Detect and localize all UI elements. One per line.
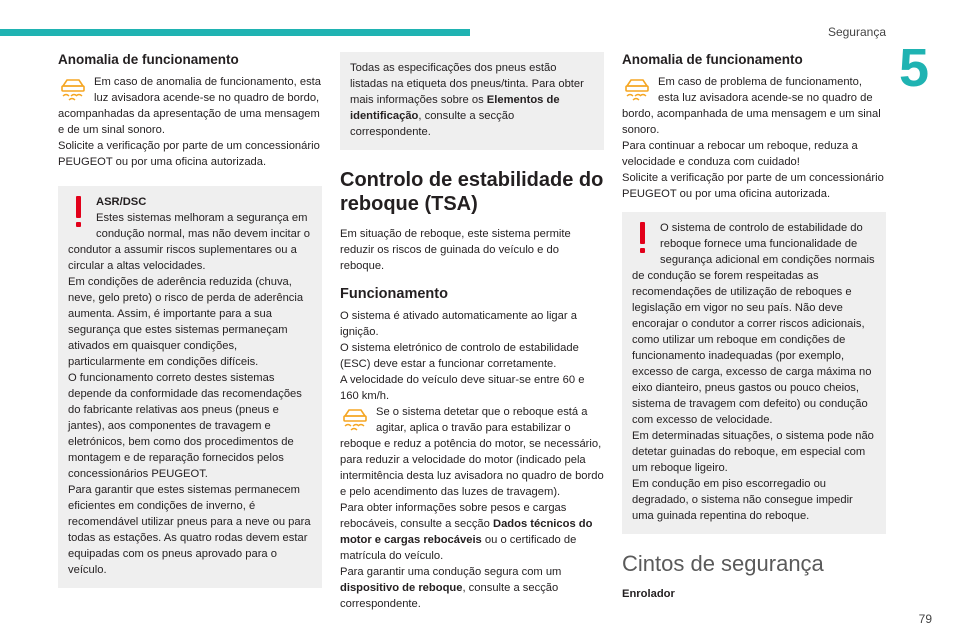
technical-data-link-text: Dados técnicos do motor e cargas rebocáveis: [340, 518, 593, 546]
box-paragraph: O funcionamento correto destes sistemas depende da conformidade das recomendações do fabricante relativas aos pneus (pneus e jantes), aos componentes de travagem e eletrónicos, bem como dos procedimentos de montagem e de reparação fornecidos pelos concessionários PEUGEOT.: [68, 372, 302, 480]
text-run: , consulte a secção correspondente.: [340, 582, 559, 610]
chapter-number: 5: [899, 38, 930, 98]
box-paragraph: Para garantir que estes sistemas permanecem eficientes em condições de inverno, é recomendável utilizar pneus para a neve ou para todas as estações. As quatro rodas devem estar equipadas com os pneus aprovado para o veículo.: [68, 484, 311, 576]
towing-device-link-text: dispositivo de reboque: [340, 582, 463, 594]
box-paragraph: Em condições de aderência reduzida (chuva, neve, gelo preto) o risco de perda de aderência aumenta. Assim, é importante para a sua segurança que estes sistemas permaneçam ativados em quaisquer condições, particularmente em condições difíceis.: [68, 276, 304, 368]
reel-subheading: Enrolador: [622, 588, 675, 600]
seat-belts-title: Cintos de segurança: [622, 551, 824, 576]
text-run: ou o certificado de matrícula do veículo.: [340, 534, 577, 562]
tsa-title: Controlo de estabilidade do reboque (TSA): [340, 169, 604, 215]
operation-paragraph: [340, 564, 604, 612]
operation-paragraph: A velocidade do veículo deve situar-se entre 60 e 160 km/h.: [340, 374, 585, 402]
text-run: , consulte a secção correspondente.: [350, 110, 515, 138]
asr-dsc-warning-box: [58, 186, 322, 588]
operation-paragraph: [340, 500, 604, 564]
box-paragraph: Em condução em piso escorregadio ou degradado, o sistema não consegue impedir uma guinada repentina do reboque.: [632, 478, 853, 522]
text-run: Para obter informações sobre pesos e cargas rebocáveis, consulte a secção: [340, 502, 567, 530]
malfunction-text: Solicite a verificação por parte de um concessionário PEUGEOT ou por uma oficina autorizada.: [622, 172, 884, 200]
column-1: [58, 52, 322, 588]
box-title: ASR/DSC: [96, 196, 147, 208]
identification-link-text: Elementos de identificação: [350, 94, 560, 122]
skid-warning-icon: [340, 406, 370, 432]
exclamation-icon: [68, 194, 90, 232]
page-number: 79: [918, 612, 932, 626]
tsa-warning-box: [622, 212, 886, 534]
operation-heading: Funcionamento: [340, 286, 448, 302]
skid-warning-icon: [58, 76, 88, 102]
section-name: Segurança: [827, 25, 886, 39]
box-paragraph: O sistema de controlo de estabilidade do reboque fornece uma funcionalidade de segurança adicional em condições normais de condução se forem respeitadas as recomendações de utilização de reboques e legislação em vigor no seu país. Não deve encorajar o condutor a correr riscos adicionais, como utilizar um reboque em condições de funcionamento inadequadas (por exemplo, excesso de carga, excesso de carga máxima no eixo dianteiro, pneus gastos ou pouco cheios, sistema de travagem com defeito) ou condução com excesso de velocidade.: [632, 222, 875, 426]
header-accent-bar: [0, 29, 470, 36]
operation-paragraph: O sistema é ativado automaticamente ao ligar a ignição.: [340, 310, 577, 338]
tyre-info-text: [350, 60, 594, 140]
column-2: [340, 52, 604, 612]
box-paragraph: Estes sistemas melhoram a segurança em condução normal, mas não devem incitar o condutor a assumir riscos suplementares ou a circular a altas velocidades.: [68, 212, 310, 272]
skid-warning-icon: [622, 76, 652, 102]
tyre-info-box: [340, 52, 604, 150]
malfunction-text-2: Solicite a verificação por parte de um concessionário PEUGEOT ou por uma oficina autorizada.: [58, 140, 320, 168]
column-3: [622, 52, 886, 602]
malfunction-heading: Anomalia de funcionamento: [58, 52, 239, 67]
malfunction-heading: Anomalia de funcionamento: [622, 52, 803, 67]
box-paragraph: Em determinadas situações, o sistema pode não detetar guinadas do reboque, em especial com um reboque ligeiro.: [632, 430, 874, 474]
operation-paragraph: Se o sistema detetar que o reboque está a agitar, aplica o travão para estabilizar o reboque e reduz a potência do motor, se necessário, para reduzir a velocidade do motor (indicado pela intermitência desta luz avisadora no quadro de bordo e pelo acendimento das luzes de travagem).: [340, 406, 604, 498]
malfunction-text: Em caso de anomalia de funcionamento, esta luz avisadora acende-se no quadro de bordo, acompanhadas da apresentação de uma mensagem e de um sinal sonoro.: [58, 76, 321, 136]
malfunction-text: Em caso de problema de funcionamento, esta luz avisadora acende-se no quadro de bordo, acompanhada de uma mensagem e um sinal sonoro.: [622, 76, 881, 136]
malfunction-text: Para continuar a rebocar um reboque, reduza a velocidade e conduza com cuidado!: [622, 140, 858, 168]
operation-paragraph: O sistema eletrónico de controlo de estabilidade (ESC) deve estar a funcionar corretamente.: [340, 342, 579, 370]
text-run: Para garantir uma condução segura com um: [340, 566, 562, 578]
exclamation-icon: [632, 220, 654, 258]
tsa-intro: Em situação de reboque, este sistema permite reduzir os riscos de guinada do veículo e do reboque.: [340, 228, 571, 272]
text-run: Todas as especificações dos pneus estão listadas na etiqueta dos pneus/tinta. Para obter mais informações sobre os: [350, 62, 584, 106]
